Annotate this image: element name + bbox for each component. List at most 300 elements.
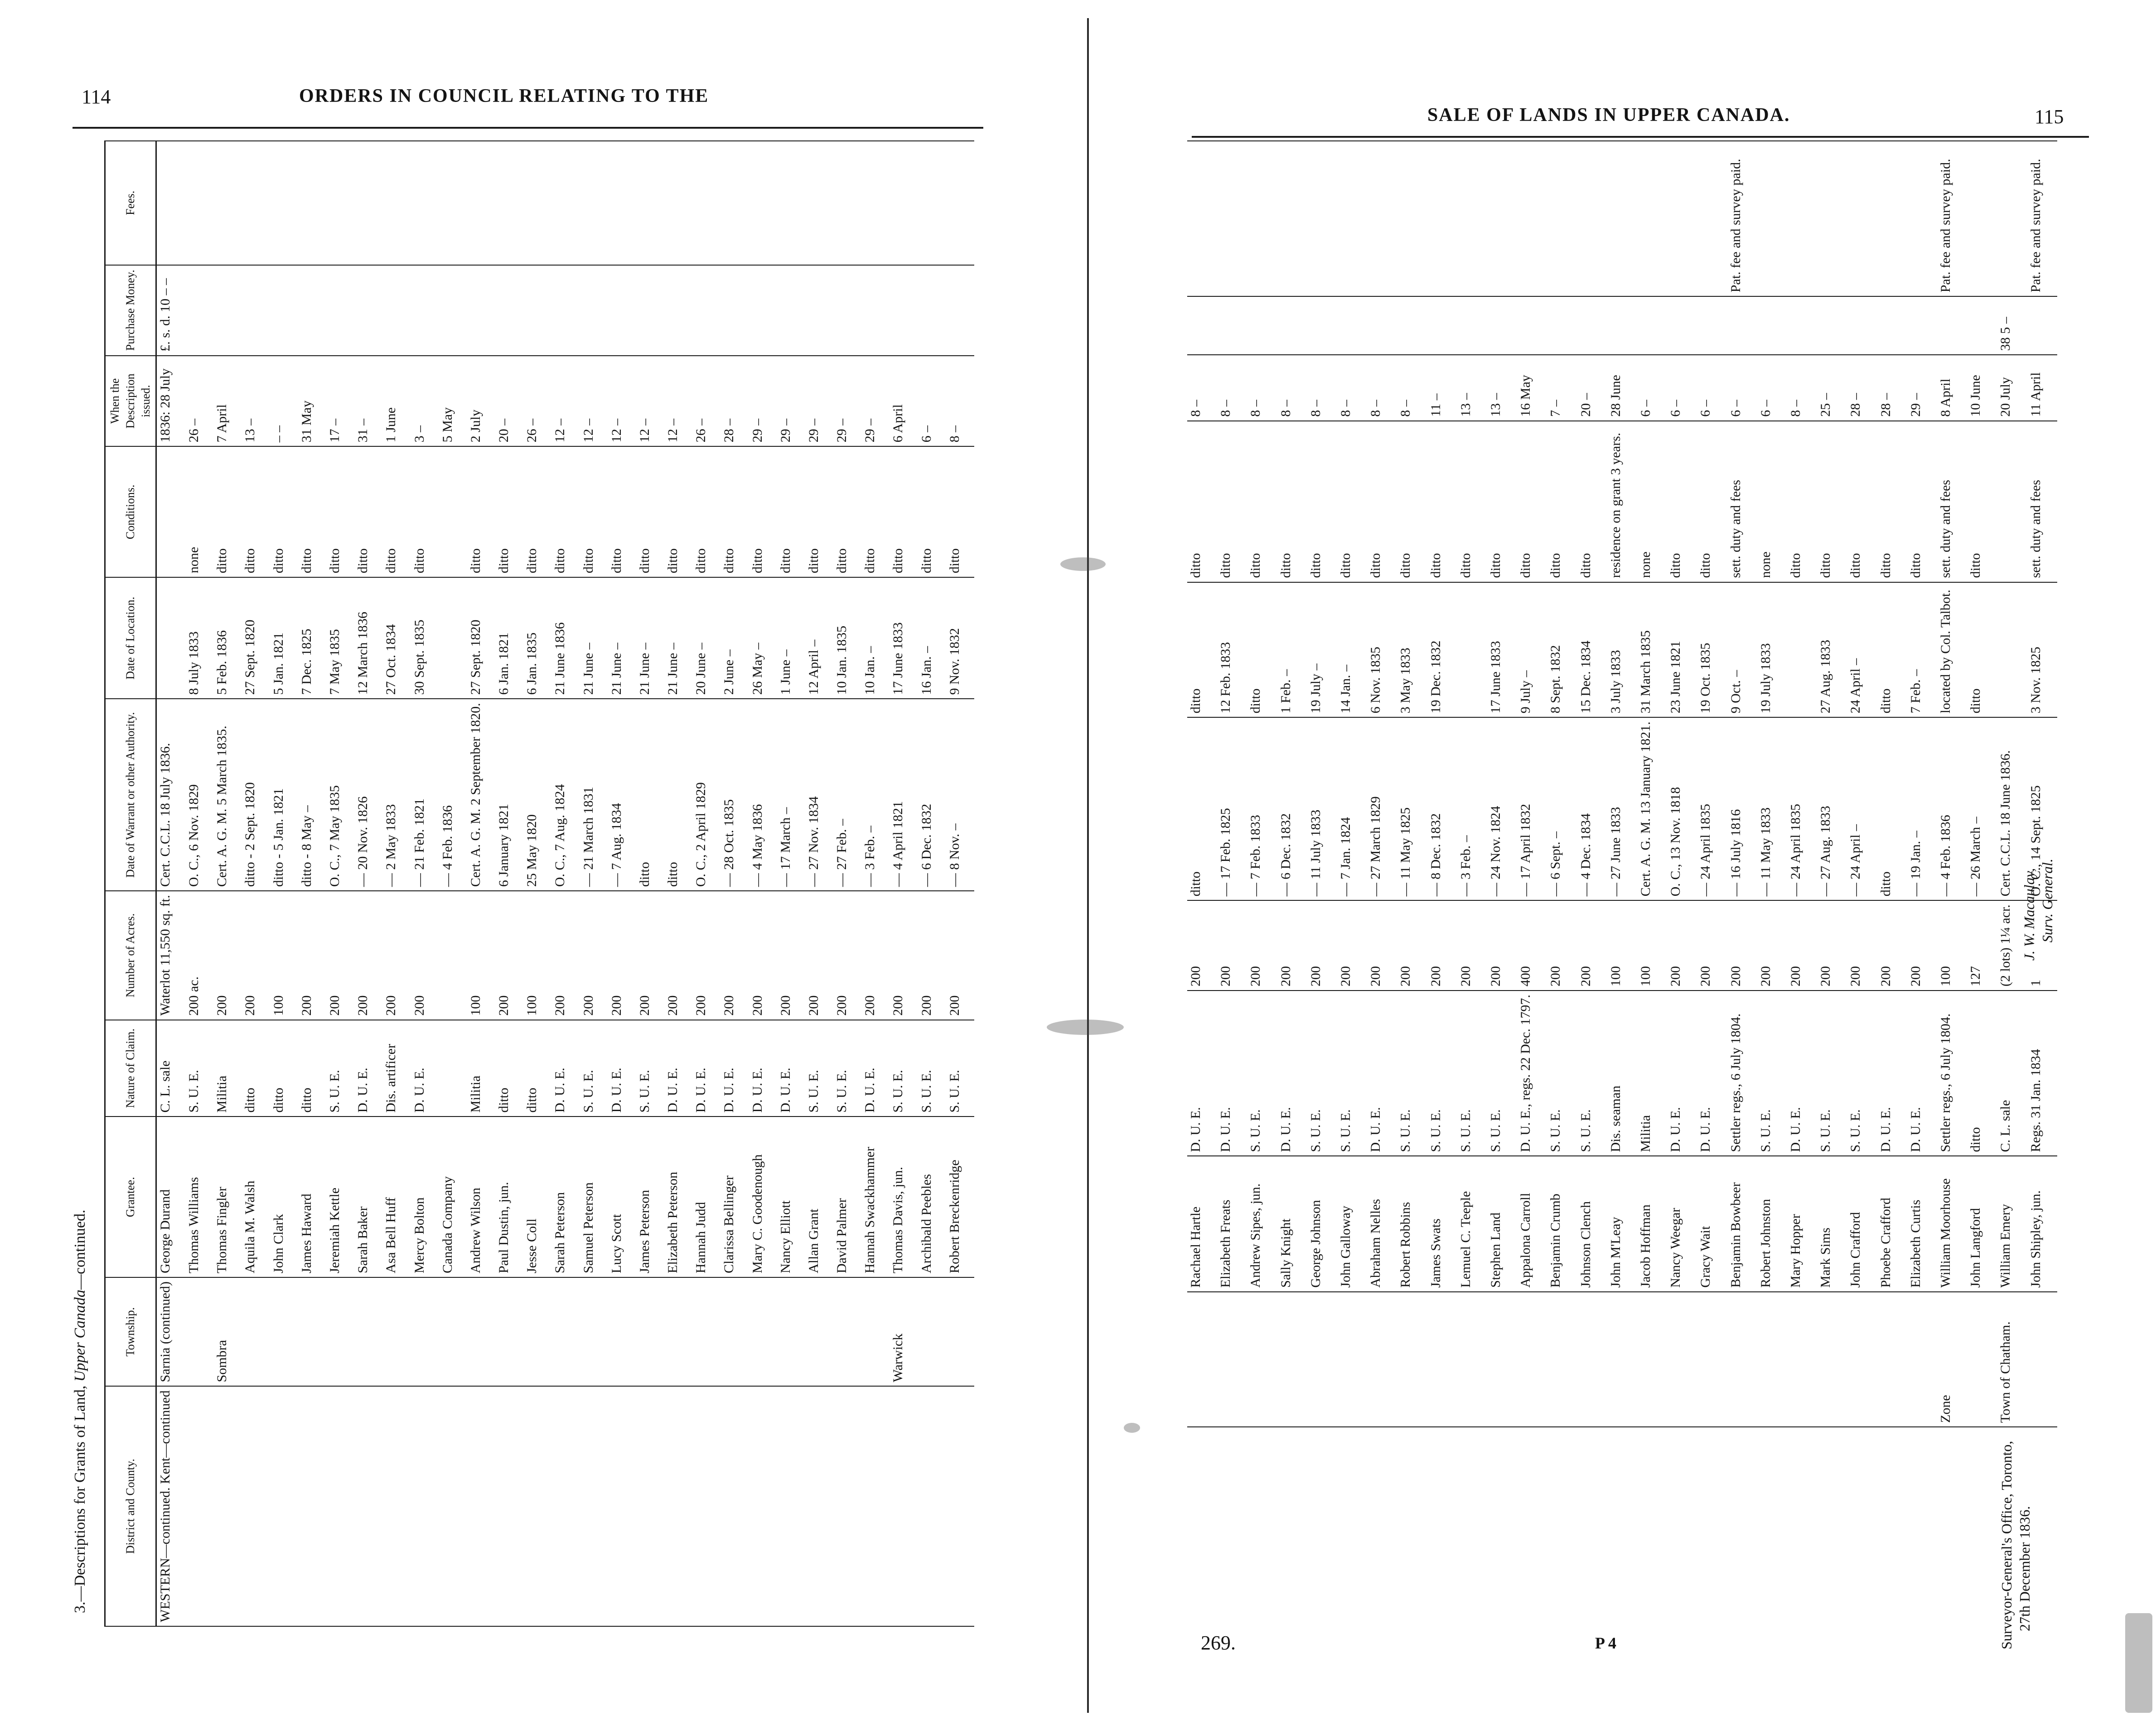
cell-conditions: ditto [1787,421,1817,582]
cell-township [242,1277,270,1386]
cell-warrant: — 3 Feb. – [1457,717,1487,900]
cell-township: Town of Chatham. [1997,1292,2027,1427]
cell-money [495,265,523,356]
table-row [1847,141,1877,1427]
cell-warrant: — 4 Dec. 1834 [1577,717,1607,900]
cell-money [1457,296,1487,355]
cell-fees [1307,141,1337,296]
cell-warrant: O. C., 2 April 1829 [692,699,720,891]
cell-conditions: ditto [523,446,551,577]
cell-location: 31 March 1835 [1637,582,1667,718]
cell-location: 12 Feb. 1833 [1217,582,1247,718]
cell-acres: 100 [1637,900,1667,991]
cell-township [1427,1292,1457,1427]
table-row [1517,141,1547,1427]
cell-location: 9 July – [1517,582,1547,718]
cell-warrant: — 27 Feb. – [833,699,861,891]
cell-grantee: Phoebe Crafford [1877,1156,1907,1291]
cell-claim: Militia [213,1020,242,1117]
cell-claim: ditto [1967,991,1997,1156]
cell-issued: 29 – [861,356,889,447]
cell-fees [495,141,523,265]
cell-issued: 20 July [1997,355,2027,421]
cell-district [495,1386,523,1626]
cell-fees [439,141,467,265]
cell-warrant: — 4 Feb. 1836 [1937,717,1967,900]
cell-acres: 200 [1247,900,1277,991]
cell-warrant: — 4 Feb. 1836 [439,699,467,891]
cell-issued: 12 – [636,356,664,447]
cell-district [467,1386,495,1626]
cell-township [1187,1292,1217,1427]
cell-warrant: — 6 Dec. 1832 [918,699,946,891]
cell-issued: 13 – [1457,355,1487,421]
cell-warrant: — 17 March – [777,699,805,891]
cell-township [1487,1292,1517,1427]
signature-name: J. W. Macaulay, [2021,868,2037,961]
cell-location: 27 Sept. 1820 [242,577,270,699]
cell-location: 5 Feb. 1836 [213,577,242,699]
cell-money [720,265,749,356]
cell-warrant: — 4 May 1836 [749,699,777,891]
cell-acres: 200 [1307,900,1337,991]
cell-acres: 200 [1847,900,1877,991]
cell-issued: 6 – [918,356,946,447]
cell-money [1817,296,1847,355]
right-header-rule [1192,136,2089,138]
cell-conditions: none [1757,421,1787,582]
cell-warrant: — 3 Feb. – [861,699,889,891]
cell-grantee: Robert Robbins [1397,1156,1427,1291]
cell-grantee: George Durand [156,1117,186,1277]
cell-money [411,265,439,356]
cell-claim: Regs. 31 Jan. 1834 [2027,991,2057,1156]
cell-grantee: Lucy Scott [608,1117,636,1277]
cell-acres: 200 [1547,900,1577,991]
cell-issued: 8 – [1337,355,1367,421]
cell-fees [1187,141,1217,296]
table-row [467,141,495,1626]
cell-acres: 200 [213,891,242,1020]
page-edge-shadow [2125,1613,2152,1713]
cell-fees [1367,141,1397,296]
cell-warrant: Cert. A. G. M. 13 January 1821. [1637,717,1667,900]
col-acres: Number of Acres. [105,891,156,1020]
table-row [749,141,777,1626]
cell-money [1247,296,1277,355]
cell-acres: 100 [1937,900,1967,991]
cell-grantee: Asa Bell Huff [382,1117,411,1277]
cell-fees [889,141,918,265]
cell-warrant: O. C., 7 Aug. 1824 [551,699,580,891]
cell-township [580,1277,608,1386]
cell-money [636,265,664,356]
cell-acres: 200 [918,891,946,1020]
cell-location: 27 Aug. 1833 [1817,582,1847,718]
cell-fees [946,141,974,265]
cell-warrant: ditto - 8 May – [298,699,326,891]
cell-conditions: ditto [213,446,242,577]
cell-claim: D. U. E. [1277,991,1307,1156]
cell-township [1967,1292,1997,1427]
cell-fees [1517,141,1547,296]
table-row [664,141,692,1626]
cell-grantee: Andrew Wilson [467,1117,495,1277]
cell-money [551,265,580,356]
cell-money [918,265,946,356]
cell-claim: S. U. E. [946,1020,974,1117]
cell-acres: 200 [805,891,833,1020]
cell-money [749,265,777,356]
cell-acres: 200 [298,891,326,1020]
cell-issued: 28 – [1847,355,1877,421]
cell-grantee: Nancy Weegar [1667,1156,1697,1291]
cell-grantee: Elizabeth Curtis [1907,1156,1937,1291]
table-row [1307,141,1337,1427]
cell-money [326,265,354,356]
cell-location: 5 Jan. 1821 [270,577,298,699]
cell-township [1397,1292,1427,1427]
cell-fees [411,141,439,265]
cell-issued: 7 – [1547,355,1577,421]
cell-claim: S. U. E. [1757,991,1787,1156]
cell-conditions: ditto [608,446,636,577]
cell-township [636,1277,664,1386]
left-page-number: 114 [82,86,111,108]
cell-township [1847,1292,1877,1427]
cell-issued: 28 – [1877,355,1907,421]
cell-acres: 200 ac. [185,891,213,1020]
cell-district [749,1386,777,1626]
table-row [889,141,918,1626]
cell-claim: ditto [495,1020,523,1117]
cell-acres: 200 [664,891,692,1020]
cell-grantee: Thomas Williams [185,1117,213,1277]
cell-warrant: — 2 May 1833 [382,699,411,891]
cell-township [1247,1292,1277,1427]
cell-conditions: ditto [411,446,439,577]
cell-issued: 5 May [439,356,467,447]
cell-township [2027,1292,2057,1427]
cell-fees [382,141,411,265]
cell-grantee: Allan Grant [805,1117,833,1277]
cell-township [298,1277,326,1386]
cell-township [1307,1292,1337,1427]
cell-fees [1667,141,1697,296]
cell-grantee: Aquila M. Walsh [242,1117,270,1277]
cell-warrant: — 11 May 1833 [1757,717,1787,900]
cell-conditions: ditto [270,446,298,577]
cell-issued: 11 April [2027,355,2057,421]
table-row [1817,141,1847,1427]
cell-acres: 200 [580,891,608,1020]
cell-conditions: ditto [298,446,326,577]
cell-claim: D. U. E., regs. 22 Dec. 1797. [1517,991,1547,1156]
cell-warrant: — 19 Jan. – [1907,717,1937,900]
cell-township: Sarnia (continued) [156,1277,186,1386]
cell-township [1697,1292,1727,1427]
cell-conditions: ditto [777,446,805,577]
cell-claim: S. U. E. [918,1020,946,1117]
table-row [382,141,411,1626]
table-row [1457,141,1487,1427]
cell-claim: Militia [467,1020,495,1117]
cell-claim: D. U. E. [1217,991,1247,1156]
cell-money [1427,296,1457,355]
cell-fees [1607,141,1637,296]
cell-township [861,1277,889,1386]
right-running-head: SALE OF LANDS IN UPPER CANADA. [1427,105,1790,126]
cell-acres: 200 [1217,900,1247,991]
cell-location: 21 June – [636,577,664,699]
cell-location: 3 May 1833 [1397,582,1427,718]
cell-claim [439,1020,467,1117]
cell-district [270,1386,298,1626]
cell-location: 21 June 1836 [551,577,580,699]
cell-grantee: Hannah Judd [692,1117,720,1277]
cell-location: 21 June – [664,577,692,699]
cell-conditions: sett. duty and fees [2027,421,2057,582]
cell-warrant: — 7 Aug. 1834 [608,699,636,891]
cell-fees [664,141,692,265]
cell-location: 2 June – [720,577,749,699]
cell-grantee: Thomas Fingler [213,1117,242,1277]
cell-district [805,1386,833,1626]
cell-grantee: Thomas Davis, jun. [889,1117,918,1277]
cell-money [1277,296,1307,355]
cell-acres: 200 [382,891,411,1020]
cell-conditions: ditto [495,446,523,577]
cell-township [1277,1292,1307,1427]
table-row [1877,141,1907,1427]
cell-acres: 200 [551,891,580,1020]
cell-warrant: O. C., 13 Nov. 1818 [1667,717,1697,900]
cell-acres: 200 [1697,900,1727,991]
cell-grantee: Nancy Elliott [777,1117,805,1277]
cell-issued: 20 – [1577,355,1607,421]
cell-warrant: Cert. A. G. M. 2 September 1820. [467,699,495,891]
cell-grantee: John M'Leay [1607,1156,1637,1291]
cell-grantee: Mary Hopper [1787,1156,1817,1291]
cell-claim: D. U. E. [354,1020,382,1117]
table-row [918,141,946,1626]
cell-money [1487,296,1517,355]
cell-district [242,1386,270,1626]
cell-location: ditto [1247,582,1277,718]
cell-acres: 200 [1337,900,1367,991]
table-row [1367,141,1397,1427]
cell-claim: S. U. E. [1577,991,1607,1156]
cell-grantee: Hannah Swackhammer [861,1117,889,1277]
cell-conditions: ditto [580,446,608,577]
cell-acres: 200 [1277,900,1307,991]
left-running-head: ORDERS IN COUNCIL RELATING TO THE [299,86,709,106]
footer-date-line: 27th December 1836. [2016,1506,2033,1631]
cell-claim: D. U. E. [1907,991,1937,1156]
cell-location: 19 Oct. 1835 [1697,582,1727,718]
cell-claim: D. U. E. [749,1020,777,1117]
cell-money [664,265,692,356]
cell-grantee: Abraham Nelles [1367,1156,1397,1291]
cell-conditions: ditto [1877,421,1907,582]
cell-claim: S. U. E. [1817,991,1847,1156]
cell-location: 21 June – [608,577,636,699]
cell-district [185,1386,213,1626]
table-row [354,141,382,1626]
cell-conditions: ditto [1697,421,1727,582]
right-grants-table [1187,140,2057,1427]
cell-issued: 31 May [298,356,326,447]
cell-acres: 127 [1967,900,1997,991]
cell-acres: 1 [2027,900,2057,991]
cell-conditions: ditto [1457,421,1487,582]
cell-issued: 28 June [1607,355,1637,421]
cell-acres: 200 [1457,900,1487,991]
cell-issued: 6 April [889,356,918,447]
cell-claim: D. U. E. [551,1020,580,1117]
cell-fees [1577,141,1607,296]
cell-claim: D. U. E. [1877,991,1907,1156]
cell-issued: 29 – [805,356,833,447]
cell-acres: 200 [495,891,523,1020]
cell-district [861,1386,889,1626]
cell-acres: 200 [833,891,861,1020]
cell-warrant: — 6 Sept. – [1547,717,1577,900]
cell-warrant: ditto - 2 Sept. 1820 [242,699,270,891]
cell-acres: 100 [467,891,495,1020]
cell-warrant: 25 May 1820 [523,699,551,891]
cell-conditions [156,446,186,577]
cell-acres: 200 [242,891,270,1020]
cell-fees [1757,141,1787,296]
cell-money [1667,296,1697,355]
cell-grantee: James Peterson [636,1117,664,1277]
cell-money [1907,296,1937,355]
table-row [861,141,889,1626]
cell-acres: 200 [692,891,720,1020]
cell-issued: 29 – [777,356,805,447]
cell-township [1367,1292,1397,1427]
cell-issued: 6 – [1697,355,1727,421]
cell-issued: 26 – [692,356,720,447]
cell-township [777,1277,805,1386]
cell-grantee: John Crafford [1847,1156,1877,1291]
cell-warrant: ditto - 5 Jan. 1821 [270,699,298,891]
cell-fees [1697,141,1727,296]
cell-conditions: ditto [636,446,664,577]
cell-conditions: ditto [1967,421,1997,582]
signature-title: Surv. General. [2039,858,2055,943]
table-row [608,141,636,1626]
cell-location: 7 Dec. 1825 [298,577,326,699]
cell-location: 8 July 1833 [185,577,213,699]
cell-township [1667,1292,1697,1427]
cell-location: 23 June 1821 [1667,582,1697,718]
cell-money [354,265,382,356]
cell-acres: 200 [777,891,805,1020]
cell-issued: 16 May [1517,355,1547,421]
cell-conditions: ditto [861,446,889,577]
table-row [185,141,213,1626]
cell-location: 12 April – [805,577,833,699]
cell-fees [1277,141,1307,296]
cell-township [664,1277,692,1386]
cell-township [608,1277,636,1386]
cell-township [749,1277,777,1386]
cell-acres: 200 [1397,900,1427,991]
cell-fees [608,141,636,265]
cell-money [1367,296,1397,355]
col-issued: When the Description issued. [105,356,156,447]
cell-conditions: none [1637,421,1667,582]
cell-grantee: Johnson Clench [1577,1156,1607,1291]
table-row [692,141,720,1626]
cell-location: 3 Nov. 1825 [2027,582,2057,718]
cell-warrant: — 4 April 1821 [889,699,918,891]
cell-fees [636,141,664,265]
cell-money [1547,296,1577,355]
left-table-body [156,141,975,1626]
cell-district [636,1386,664,1626]
cell-acres: 200 [1577,900,1607,991]
cell-claim: Dis. artificer [382,1020,411,1117]
cell-conditions: ditto [467,446,495,577]
cell-claim: S. U. E. [1427,991,1457,1156]
cell-fees [833,141,861,265]
cell-money [382,265,411,356]
cell-fees [580,141,608,265]
table-row [411,141,439,1626]
cell-grantee: Benjamin Bowbeer [1727,1156,1757,1291]
col-claim: Nature of Claim. [105,1020,156,1117]
cell-claim: S. U. E. [805,1020,833,1117]
cell-fees [1457,141,1487,296]
cell-conditions: ditto [1427,421,1457,582]
cell-township [523,1277,551,1386]
cell-township: Sombra [213,1277,242,1386]
cell-fees [1427,141,1457,296]
cell-warrant: — 11 July 1833 [1307,717,1337,900]
cell-grantee: Sally Knight [1277,1156,1307,1291]
cell-issued: 17 – [326,356,354,447]
table-row [2027,141,2057,1427]
cell-issued: 12 – [580,356,608,447]
cell-fees [918,141,946,265]
cell-money [2027,296,2057,355]
cell-claim: Settler regs., 6 July 1804. [1727,991,1757,1156]
cell-issued: 6 – [1727,355,1757,421]
cell-claim: ditto [270,1020,298,1117]
cell-location: 10 Jan. 1835 [833,577,861,699]
cell-grantee: Andrew Sipes, jun. [1247,1156,1277,1291]
cell-conditions: ditto [1337,421,1367,582]
cell-money [1307,296,1337,355]
cell-grantee: Gracy Wait [1697,1156,1727,1291]
cell-issued: 8 – [1247,355,1277,421]
cell-fees [1337,141,1367,296]
cell-conditions: ditto [382,446,411,577]
cell-claim: D. U. E. [1697,991,1727,1156]
cell-issued: 8 – [1397,355,1427,421]
cell-district [608,1386,636,1626]
cell-township: Warwick [889,1277,918,1386]
table-row [1757,141,1787,1427]
cell-grantee: Elizabeth Peterson [664,1117,692,1277]
cell-grantee: Benjamin Crumb [1547,1156,1577,1291]
cell-district [326,1386,354,1626]
cell-claim: S. U. E. [1247,991,1277,1156]
cell-grantee: Jesse Coll [523,1117,551,1277]
